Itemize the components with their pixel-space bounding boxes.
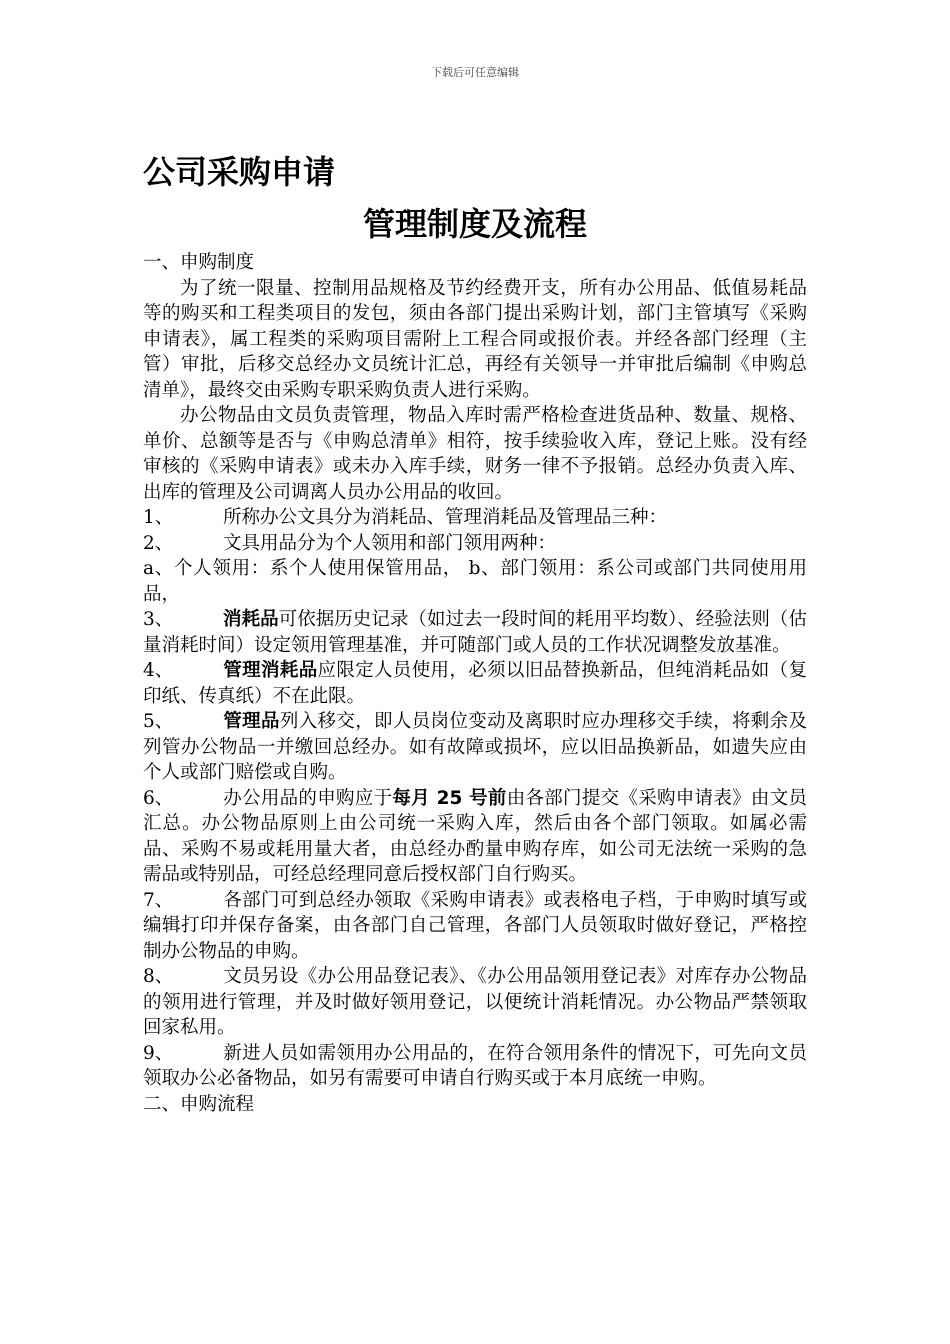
list-number: 1、 xyxy=(143,507,174,528)
list-bold-term: 消耗品 xyxy=(223,609,279,630)
list-text: 各部门可到总经办领取《采购申请表》或表格电子档，于申购时填写或编辑打印并保存备案，由各部门自己管理，各部门人员领取时做好登记，严格控制办公物品的申购。 xyxy=(143,889,807,962)
list-number: 5、 xyxy=(143,711,174,732)
list-text: 由各部门提交《采购申请表》由文员汇总。办公物品原则上由公司统一采购入库，然后由各个部门领取。如属必需品、采购不易或耗用量大者，由总经办酌量申购存库，如公司无法统一采购的急需品或特别品，可经总经理同意后授权部门自行购买。 xyxy=(143,787,807,885)
list-number: 8、 xyxy=(143,966,174,987)
list-bold-term: 管理消耗品 xyxy=(223,660,318,681)
list-item xyxy=(143,658,807,709)
document-body xyxy=(143,250,807,1117)
list-item xyxy=(143,964,807,1041)
list-text: 应限定人员使用，必须以旧品替换新品，但纯消耗品如（复印纸、传真纸）不在此限。 xyxy=(143,660,807,707)
list-text: 所称办公文具分为消耗品、管理消耗品及管理品三种： xyxy=(223,507,668,528)
list-item xyxy=(143,709,807,786)
list-bold-term: 管理品 xyxy=(223,711,280,732)
list-number: 3、 xyxy=(143,609,174,630)
list-item xyxy=(143,531,807,557)
list-text: 新进人员如需领用办公用品的，在符合领用条件的情况下，可先向文员领取办公必备物品，如另有需要可申请自行购买或于本月底统一申购。 xyxy=(143,1042,807,1089)
list-number: 2、 xyxy=(143,532,174,554)
list-text: 可依据历史记录（如过去一段时间的耗用平均数）、经验法则（估量消耗时间）设定领用管理基准，并可随部门或人员的工作状况调整发放基准。 xyxy=(143,609,807,656)
list-item xyxy=(143,505,807,531)
list-number: 4、 xyxy=(143,660,174,681)
list-text: 文员另设《办公用品登记表》、《办公用品领用登记表》对库存办公物品的领用进行管理，并及时做好领用登记，以便统计消耗情况。办公物品严禁领取回家私用。 xyxy=(143,966,807,1038)
list-number: 6、 xyxy=(143,787,174,809)
list-text: 文具用品分为个人领用和部门领用两种： xyxy=(223,532,557,554)
paragraph: 办公物品由文员负责管理，物品入库时需严格检查进货品种、数量、规格、单价、总额等是否与《申购总清单》相符，按手续验收入库，登记上账。没有经审核的《采购申请表》或未办入库手续，财务一律不予报销。总经办负责入库、出库的管理及公司调离人员办公用品的收回。 xyxy=(143,405,807,503)
section-heading: 二、申购流程 xyxy=(143,1093,255,1115)
list-item xyxy=(143,1041,807,1092)
list-number: 9、 xyxy=(143,1042,174,1064)
list-text: 办公用品的申购应于 xyxy=(223,787,393,809)
list-number: 7、 xyxy=(143,889,174,911)
title-line-1: 公司采购申请 xyxy=(143,153,336,191)
page-header-note: 下载后可任意编辑 xyxy=(431,66,519,79)
list-item xyxy=(143,888,807,965)
section-heading: 一、申购制度 xyxy=(143,252,255,273)
list-text: 列入移交，即人员岗位变动及离职时应办理移交手续，将剩余及列管办公物品一并缴回总经办。如有故障或损坏，应以旧品换新品，如遗失应由个人或部门赔偿或自购。 xyxy=(143,711,807,783)
list-item xyxy=(143,607,807,658)
title-line-2: 管理制度及流程 xyxy=(362,205,587,243)
list-subitem: a、个人领用：系个人使用保管用品， b、部门领用：系公司或部门共同使用用品， xyxy=(143,558,807,605)
list-item xyxy=(143,786,807,888)
list-bold-term: 每月 25 号前 xyxy=(392,787,507,809)
paragraph: 为了统一限量、控制用品规格及节约经费开支，所有办公用品、低值易耗品等的购买和工程类项目的发包，须由各部门提出采购计划，部门主管填写《采购申请表》，属工程类的采购项目需附上工程合同或报价表。并经各部门经理（主管）审批，后移交总经办文员统计汇总，再经有关领导一并审批后编制《申购总清单》，最终交由采购专职采购负责人进行采购。 xyxy=(143,277,807,401)
